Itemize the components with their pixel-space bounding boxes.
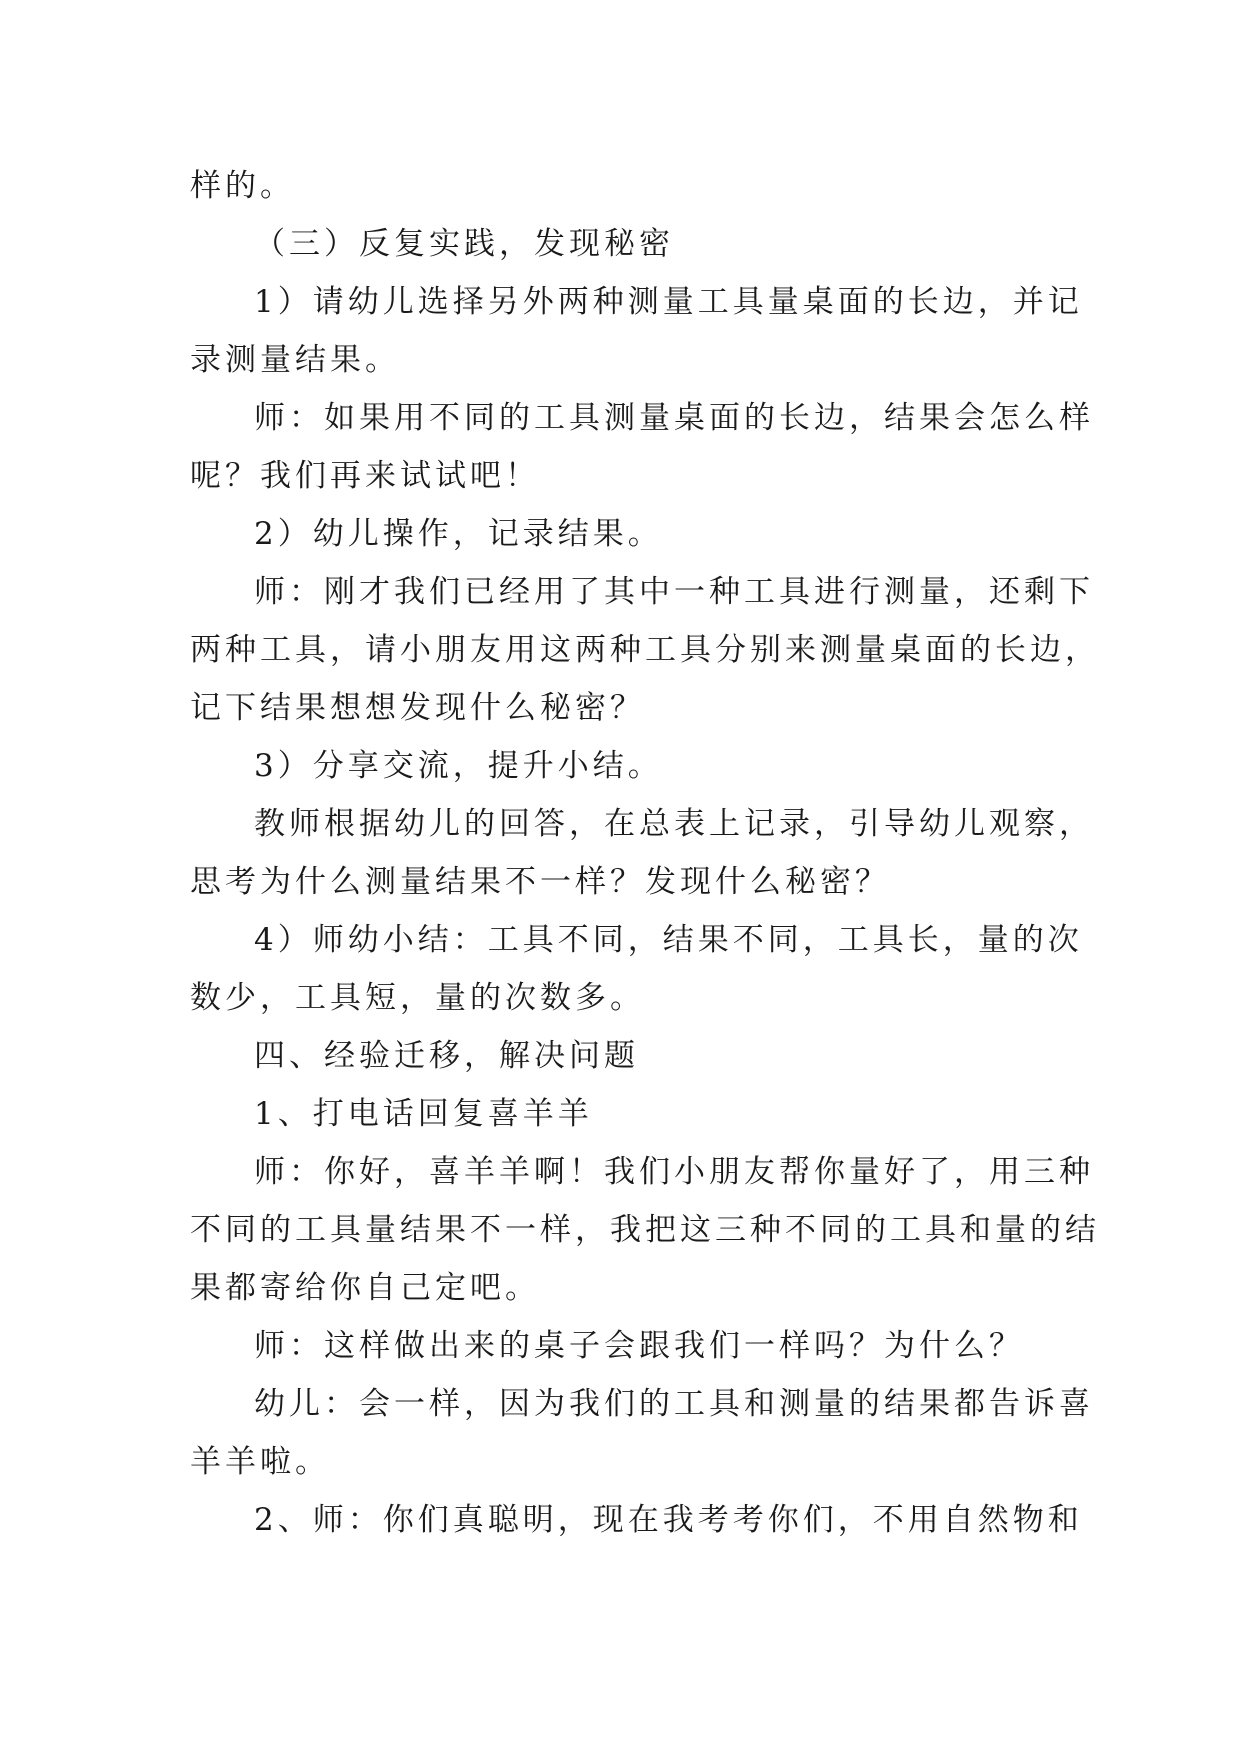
text-line: 1）请幼儿选择另外两种测量工具量桌面的长边，并记 <box>254 284 1083 320</box>
text-line: 1、打电话回复喜羊羊 <box>254 1096 593 1132</box>
text-line: 2）幼儿操作，记录结果。 <box>254 516 663 552</box>
text-line: 教师根据幼儿的回答，在总表上记录，引导幼儿观察， <box>254 806 1094 842</box>
paragraph <box>190 1317 1060 1375</box>
paragraph <box>190 1085 1060 1143</box>
paragraph <box>190 563 1100 737</box>
text-line: 呢？我们再来试试吧！ <box>190 458 540 494</box>
text-line: 师：刚才我们已经用了其中一种工具进行测量，还剩下 <box>254 574 1094 610</box>
text-line: 3）分享交流，提升小结。 <box>254 748 663 784</box>
text-line: 不同的工具量结果不一样，我把这三种不同的工具和量的结 <box>190 1212 1100 1248</box>
text-line: 师：如果用不同的工具测量桌面的长边，结果会怎么样 <box>254 400 1094 436</box>
text-line: 师：这样做出来的桌子会跟我们一样吗？为什么？ <box>254 1328 1024 1364</box>
paragraph <box>190 737 1060 795</box>
text-line: 四、经验迁移，解决问题 <box>254 1038 639 1074</box>
text-line: 师：你好，喜羊羊啊！我们小朋友帮你量好了，用三种 <box>254 1154 1094 1190</box>
text-line: 记下结果想想发现什么秘密？ <box>190 690 645 726</box>
paragraph <box>190 505 1060 563</box>
text-line: （三）反复实践，发现秘密 <box>254 226 674 262</box>
text-line: 数少，工具短，量的次数多。 <box>190 980 645 1016</box>
paragraph <box>190 1491 1083 1549</box>
text-line: 录测量结果。 <box>190 342 400 378</box>
document-body <box>190 157 1100 1549</box>
paragraph <box>190 1143 1100 1317</box>
paragraph <box>190 911 1083 1027</box>
text-line: 思考为什么测量结果不一样？发现什么秘密？ <box>190 864 890 900</box>
section-heading <box>190 215 1060 273</box>
text-line: 两种工具，请小朋友用这两种工具分别来测量桌面的长边， <box>190 632 1100 668</box>
text-line: 羊羊啦。 <box>190 1444 330 1480</box>
paragraph <box>190 273 1083 389</box>
text-line: 幼儿：会一样，因为我们的工具和测量的结果都告诉喜 <box>254 1386 1094 1422</box>
paragraph <box>190 157 1060 215</box>
text-line: 4）师幼小结：工具不同，结果不同，工具长，量的次 <box>254 922 1083 958</box>
text-line: 2、师：你们真聪明，现在我考考你们，不用自然物和 <box>254 1502 1083 1538</box>
section-heading <box>190 1027 1060 1085</box>
paragraph <box>190 795 1094 911</box>
text-line: 果都寄给你自己定吧。 <box>190 1270 540 1306</box>
paragraph <box>190 1375 1094 1491</box>
text-line: 样的。 <box>190 168 295 204</box>
paragraph <box>190 389 1094 505</box>
